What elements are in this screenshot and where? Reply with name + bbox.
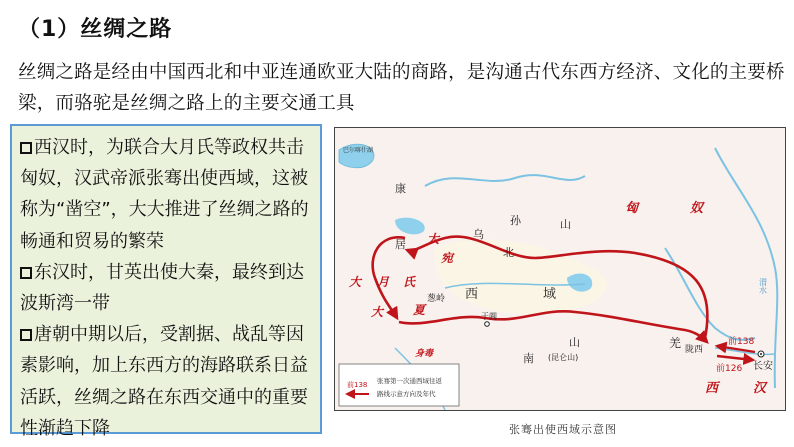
label-xiongnu-2: 奴 bbox=[690, 201, 704, 216]
label-nanshan-1: 南 bbox=[523, 352, 534, 365]
label-xiyu-2: 域 bbox=[543, 287, 557, 302]
legend-line-2: 路线示意方向及年代 bbox=[377, 390, 436, 398]
yutian-marker bbox=[485, 322, 490, 327]
river-north bbox=[425, 175, 585, 186]
label-qiang: 羌 bbox=[669, 336, 682, 350]
label-dayuan-1: 大 bbox=[427, 232, 440, 246]
note-text: 西汉时，为联合大月氏等政权共击匈奴，汉武帝派张骞出使西域，这被称为“凿空”，大大推进了丝绸之路的畅通和贸易的繁荣 bbox=[20, 137, 309, 252]
label-qian126: 前126 bbox=[716, 364, 743, 374]
label-kunlun: (昆仑山) bbox=[548, 353, 579, 362]
changan-marker-dot bbox=[760, 353, 762, 355]
label-river: 渭水 bbox=[758, 278, 768, 294]
checkbox-bullet-icon bbox=[20, 329, 32, 341]
note-text: 东汉时，甘英出使大秦，最终到达波斯湾一带 bbox=[20, 261, 304, 315]
label-yutian: 于阗 bbox=[481, 312, 497, 321]
map-legend bbox=[339, 364, 459, 406]
checkbox-bullet-icon bbox=[20, 142, 32, 154]
note-text: 唐朝中期以后，受割据、战乱等因素影响，加上东西方的海路联系日益活跃，丝绸之路在东西交通中的重要性渐趋下降 bbox=[20, 324, 308, 439]
legend-year: 前138 bbox=[347, 381, 368, 389]
zhang-qian-route-map bbox=[334, 127, 786, 411]
label-xiyu-1: 西 bbox=[465, 287, 479, 302]
label-xihan-2: 汉 bbox=[753, 381, 767, 396]
checkbox-bullet-icon bbox=[20, 267, 32, 279]
note-tang bbox=[20, 319, 314, 444]
label-ju: 居 bbox=[395, 238, 406, 251]
label-qian138: 前138 bbox=[728, 337, 755, 347]
label-lake: 巴尔喀什湖 bbox=[343, 147, 374, 154]
section-title: （1）丝绸之路 bbox=[18, 17, 173, 42]
label-changan: 长安 bbox=[753, 361, 773, 372]
label-kang: 康 bbox=[395, 182, 406, 195]
route-return bbox=[399, 311, 707, 342]
legend-line-1: 张骞第一次通西域往返 bbox=[377, 377, 442, 385]
note-eastern-han bbox=[20, 257, 314, 319]
label-nanshan-2: 山 bbox=[569, 336, 580, 349]
note-western-han bbox=[20, 132, 314, 257]
map-caption: 张骞出使西域示意图 bbox=[509, 423, 617, 436]
label-wusun-2: 孙 bbox=[510, 214, 521, 227]
lake-issyk bbox=[395, 218, 425, 235]
label-dayuezhi-3: 氏 bbox=[403, 275, 416, 289]
label-dayuan-2: 宛 bbox=[441, 251, 454, 265]
label-congling: 葱岭 bbox=[427, 294, 446, 304]
route-changan-east bbox=[717, 356, 753, 360]
label-beishan-2: 山 bbox=[560, 218, 571, 231]
label-wusun-1: 乌 bbox=[473, 228, 484, 241]
label-dayuezhi-1: 大 bbox=[349, 275, 362, 289]
label-xihan-1: 西 bbox=[705, 381, 719, 396]
label-longxi: 陇西 bbox=[685, 345, 704, 355]
label-dayuezhi-2: 月 bbox=[377, 275, 390, 289]
label-xiongnu-1: 匈 bbox=[625, 201, 639, 216]
notes-panel bbox=[10, 124, 322, 439]
label-shendu: 身毒 bbox=[415, 349, 434, 359]
river-huanghe bbox=[665, 248, 755, 340]
label-beishan-1: 北 bbox=[503, 246, 514, 259]
label-daxia-2: 夏 bbox=[413, 303, 426, 317]
label-daxia-1: 大 bbox=[371, 305, 384, 319]
intro-paragraph: 丝绸之路是经由中国西北和中亚连通欧亚大陆的商路，是沟通古代东西方经济、文化的主要桥梁，而骆驼是丝绸之路上的主要交通工具 bbox=[18, 62, 785, 114]
